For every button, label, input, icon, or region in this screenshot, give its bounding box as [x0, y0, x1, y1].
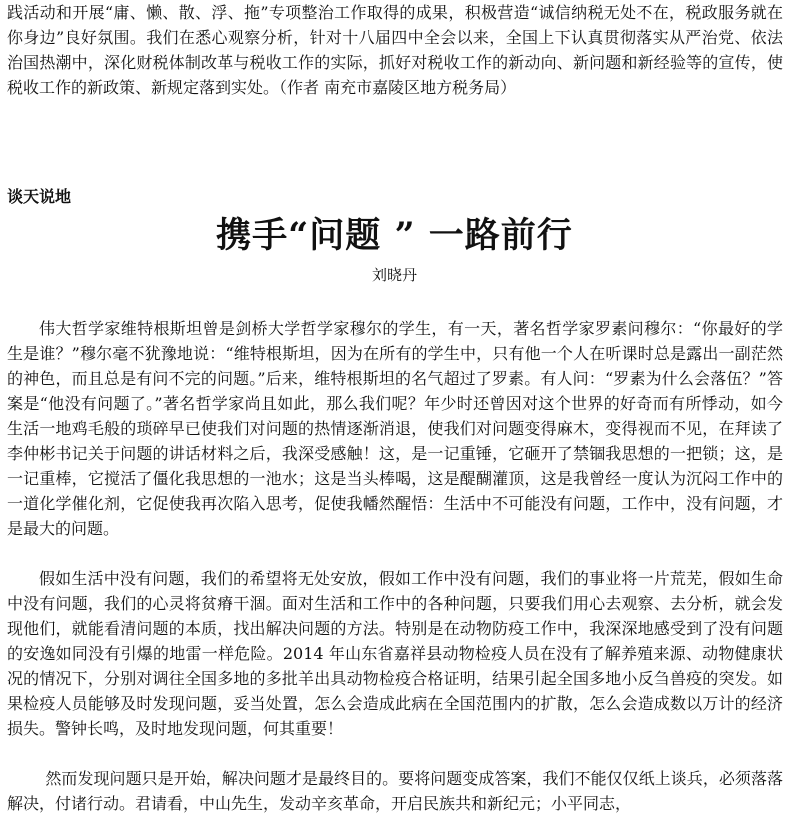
article-title: 携手“问题 ” 一路前行: [216, 215, 573, 256]
body-paragraph-3: 然而发现问题只是开始，解决问题才是最终目的。要将问题变成答案，我们不能仅仅纸上谈兵，必须落落解决，付诸行动。君请看，中山先生，发动辛亥革命，开启民族共和新纪元；小平同志，: [7, 769, 783, 813]
body-paragraph-2: 假如生活中没有问题，我们的希望将无处安放，假如工作中没有问题，我们的事业将一片荒芜，假如生命中没有问题，我们的心灵将贫瘠干涸。面对生活和工作中的各种问题，只要我们用心去观察、去分析，就会发现他们，就能看清问题的本质，找出解决问题的方法。特别是在动物防疫工作中，我深深地感受到了没有问题的安逸如同没有引爆的地雷一样危险。2014 年山东省嘉祥县动物检疫人员在没有了解养殖来源、动物健康状况的情况下，分别对调往全国多地的多批羊出具动物检疫合格证明，结果引起全国多地小反刍兽疫的突发。如果检疫人员能够及时发现问题，妥当处置，怎么会造成此病在全国范围内的扩散，怎么会造成数以万计的经济损失。警钟长鸣，及时地发现问题，何其重要！: [7, 569, 783, 738]
section-label: 谈天说地: [7, 187, 72, 206]
intro-paragraph: 践活动和开展“庸、懒、散、浮、拖”专项整治工作取得的成果，积极营造“诚信纳税无处不在，税政服务就在你身边”良好氛围。我们在悉心观察分析，针对十八届四中全会以来，全国上下认真贯彻落实从严治党、依法治国热潮中，深化财税体制改革与税收工作的实际，抓好对税收工作的新动向、新问题和新经验等的宣传，使税收工作的新政策、新规定落到实处。（作者 南充市嘉陵区地方税务局）: [7, 3, 783, 97]
article-author: 刘晓丹: [371, 266, 417, 284]
body-paragraph-1: 伟大哲学家维特根斯坦曾是剑桥大学哲学家穆尔的学生，有一天，著名哲学家罗素问穆尔：“你最好的学生是谁？”穆尔毫不犹豫地说：“维特根斯坦，因为在所有的学生中，只有他一个人在听课时总是露出一副茫然的神色，而且总是有问不完的问题。”后来，维特根斯坦的名气超过了罗素。有人问：“罗素为什么会落伍？”答案是“他没有问题了。”著名哲学家尚且如此，那么我们呢？年少时还曾因对这个世界的好奇而有所悸动，如今生活一地鸡毛般的琐碎早已使我们对问题的热情逐渐消退，使我们对问题变得麻木，变得视而不见，在拜读了李仲彬书记关于问题的讲话材料之后，我深受感触！这，是一记重锤，它砸开了禁锢我思想的一把锁；这，是一记重棒，它搅活了僵化我思想的一池水；这是当头棒喝，这是醍醐灌顶，这是我曾经一度认为沉闷工作中的一道化学催化剂，它促使我再次陷入思考，促使我幡然醒悟：生活中不可能没有问题，工作中，没有问题，才是最大的问题。: [7, 319, 783, 538]
